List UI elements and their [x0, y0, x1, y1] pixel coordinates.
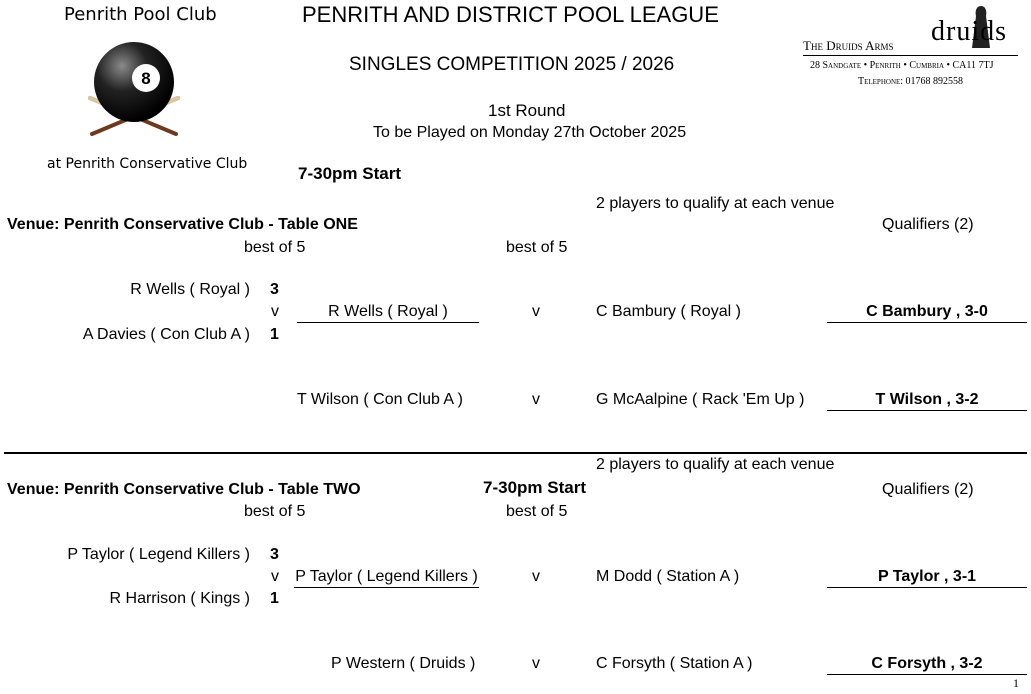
prelim-versus: v: [271, 568, 279, 585]
prelim-player-2: A Davies ( Con Club A ): [82, 326, 250, 343]
prelim-score-2: 1: [270, 326, 279, 343]
competition-title: SINGLES COMPETITION 2025 / 2026: [349, 54, 675, 75]
best-of-left: best of 5: [244, 239, 306, 256]
play-date: To be Played on Monday 27th October 2025: [373, 124, 687, 141]
qualify-note: 2 players to qualify at each venue: [596, 456, 835, 473]
venue-title: Venue: Penrith Conservative Club - Table TWO: [7, 481, 361, 498]
match-result: C Forsyth , 3-2: [827, 655, 1027, 675]
prelim-versus: v: [271, 303, 279, 320]
qualifiers-label: Qualifiers (2): [882, 216, 974, 233]
match-home-player: T Wilson ( Con Club A ): [297, 391, 463, 408]
match-result: T Wilson , 3-2: [827, 391, 1027, 411]
best-of-right: best of 5: [506, 239, 568, 256]
match-versus: v: [532, 391, 540, 408]
match-home-player: P Western ( Druids ): [331, 655, 476, 672]
match-result: P Taylor , 3-1: [827, 568, 1027, 588]
sponsor-name: The Druids Arms: [803, 38, 894, 53]
sponsor-logo: [803, 4, 1023, 94]
league-title: PENRITH AND DISTRICT POOL LEAGUE: [302, 2, 719, 27]
round-title: 1st Round: [488, 101, 566, 120]
qualifiers-label: Qualifiers (2): [882, 481, 974, 498]
qualify-note: 2 players to qualify at each venue: [596, 195, 835, 212]
prelim-player-1: P Taylor ( Legend Killers ): [67, 546, 250, 563]
ball-number: 8: [141, 69, 151, 88]
page-number: 1: [1013, 676, 1019, 690]
club-name: Penrith Pool Club: [64, 4, 217, 25]
match-versus: v: [532, 303, 540, 320]
prelim-score-2: 1: [270, 590, 279, 607]
prelim-score-1: 3: [270, 546, 279, 563]
prelim-player-2: R Harrison ( Kings ): [109, 590, 250, 607]
match-away-player: C Bambury ( Royal ): [596, 303, 741, 320]
sponsor-telephone: Telephone: 01768 892558: [858, 76, 964, 87]
sponsor-divider: [803, 55, 1018, 56]
match-versus: v: [532, 655, 540, 672]
best-of-left: best of 5: [244, 503, 306, 520]
best-of-right: best of 5: [506, 503, 568, 520]
club-venue: at Penrith Conservative Club: [47, 156, 248, 172]
start-time: 7-30pm Start: [298, 164, 401, 183]
prelim-player-1: R Wells ( Royal ): [130, 281, 250, 298]
prelim-score-1: 3: [270, 281, 279, 298]
venue-title: Venue: Penrith Conservative Club - Table ONE: [7, 216, 358, 233]
match-away-player: G McAalpine ( Rack 'Em Up ): [596, 391, 805, 408]
match-away-player: C Forsyth ( Station A ): [596, 655, 753, 672]
section-divider: [4, 452, 1027, 454]
match-result: C Bambury , 3-0: [827, 303, 1027, 323]
sponsor-address: 28 Sandgate • Penrith • Cumbria • CA11 7TJ: [810, 60, 994, 71]
match-home-player: P Taylor ( Legend Killers ): [294, 568, 479, 588]
sponsor-logo-text: druids: [931, 16, 1007, 47]
eight-ball-icon: [84, 38, 184, 140]
start-time: 7-30pm Start: [483, 478, 586, 497]
match-versus: v: [532, 568, 540, 585]
match-away-player: M Dodd ( Station A ): [596, 568, 740, 585]
match-home-player: R Wells ( Royal ): [297, 303, 479, 323]
